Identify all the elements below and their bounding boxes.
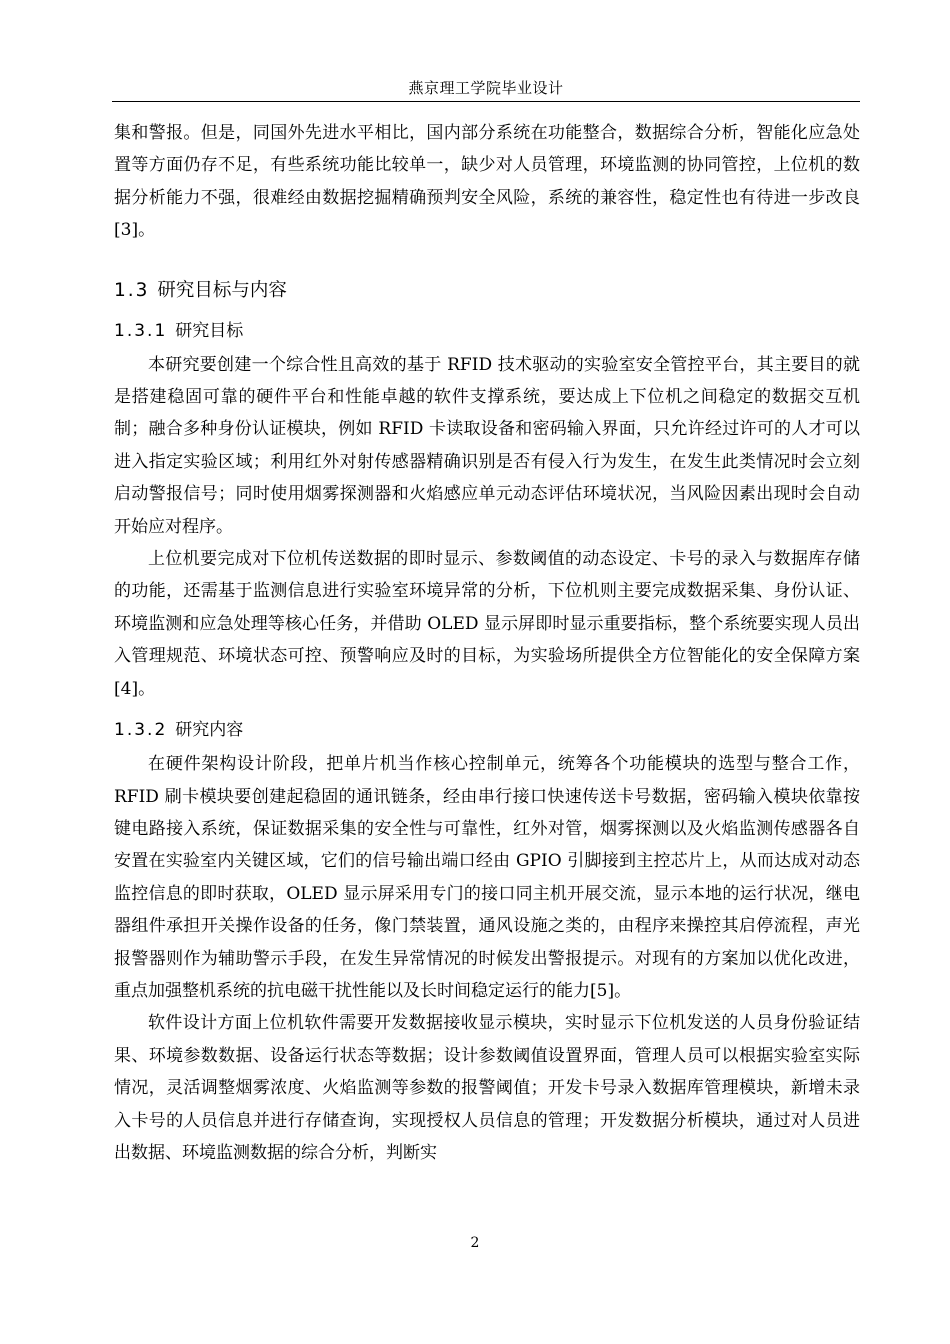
research-content-paragraph-2: 软件设计方面上位机软件需要开发数据接收显示模块，实时显示下位机发送的人员身份验证结果、环境参数数据、设备运行状态等数据；设计参数阈值设置界面，管理人员可以根据实验室实际情况，灵活调整烟雾浓度、火焰监测等参数的报警阈值；开发卡号录入数据库管理模块，新增未录入卡号的人员信息并进行存储查询，实现授权人员信息的管理；开发数据分析模块，通过对人员进出数据、环境监测数据的综合分析，判断实: [114, 1013, 860, 1163]
subsection-number: 1.3.1: [114, 320, 168, 341]
running-header: 燕京理工学院毕业设计: [408, 79, 564, 97]
section-heading-1-3: [114, 279, 860, 303]
research-content-paragraph-1: 在硬件架构设计阶段，把单片机当作核心控制单元，统筹各个功能模块的选型与整合工作，RFID 刷卡模块要创建起稳固的通讯链条，经由串行接口快速传送卡号数据，密码输入模块依靠按键电路接入系统，保证数据采集的安全性与可靠性，红外对管，烟雾探测以及火焰监测传感器各自安置在实验室内关键区域，它们的信号输出端口经由 GPIO 引脚接到主控芯片上，从而达成对动态监控信息的即时获取，OLED 显示屏采用专门的接口同主机开展交流，显示本地的运行状况，继电器组件承担开关操作设备的任务，像门禁装置，通风设施之类的，由程序来操控其启停流程，声光报警器则作为辅助警示手段，在发生异常情况的时候发出警报提示。对现有的方案加以优化改进，重点加强整机系统的抗电磁干扰性能以及长时间稳定运行的能力[5]。: [114, 754, 860, 1001]
subsection-heading-1-3-1: [114, 319, 860, 343]
subsection-heading-1-3-2: [114, 718, 860, 742]
subsection-title: 研究目标: [175, 320, 244, 341]
intro-paragraph: 集和警报。但是，同国外先进水平相比，国内部分系统在功能整合，数据综合分析，智能化应急处置等方面仍存不足，有些系统功能比较单一，缺少对人员管理，环境监测的协同管控，上位机的数据分析能力不强，很难经由数据挖掘精确预判安全风险，系统的兼容性，稳定性也有待进一步改良[3]。: [114, 123, 860, 241]
subsection-number: 1.3.2: [114, 720, 168, 741]
page-content: [114, 117, 860, 1169]
section-title: 研究目标与内容: [157, 279, 287, 301]
subsection-title: 研究内容: [175, 720, 244, 741]
page-number: 2: [470, 1235, 480, 1251]
research-goal-paragraph-1: 本研究要创建一个综合性且高效的基于 RFID 技术驱动的实验室安全管控平台，其主要目的就是搭建稳固可靠的硬件平台和性能卓越的软件支撑系统，要达成上下位机之间稳定的数据交互机制；融合多种身份认证模块，例如 RFID 卡读取设备和密码输入界面，只允许经过许可的人才可以进入指定实验区域；利用红外对射传感器精确识别是否有侵入行为发生，在发生此类情况时会立刻启动警报信号；同时使用烟雾探测器和火焰感应单元动态评估环境状况，当风险因素出现时会自动开始应对程序。: [114, 354, 860, 537]
section-number: 1.3: [114, 279, 150, 301]
research-goal-paragraph-2: 上位机要完成对下位机传送数据的即时显示、参数阈值的动态设定、卡号的录入与数据库存储的功能，还需基于监测信息进行实验室环境异常的分析，下位机则主要完成数据采集、身份认证、环境监测和应急处理等核心任务，并借助 OLED 显示屏即时显示重要指标，整个系统要实现人员出入管理规范、环境状态可控、预警响应及时的目标，为实验场所提供全方位智能化的安全保障方案[4]。: [114, 549, 860, 699]
header-rule: [112, 101, 860, 102]
